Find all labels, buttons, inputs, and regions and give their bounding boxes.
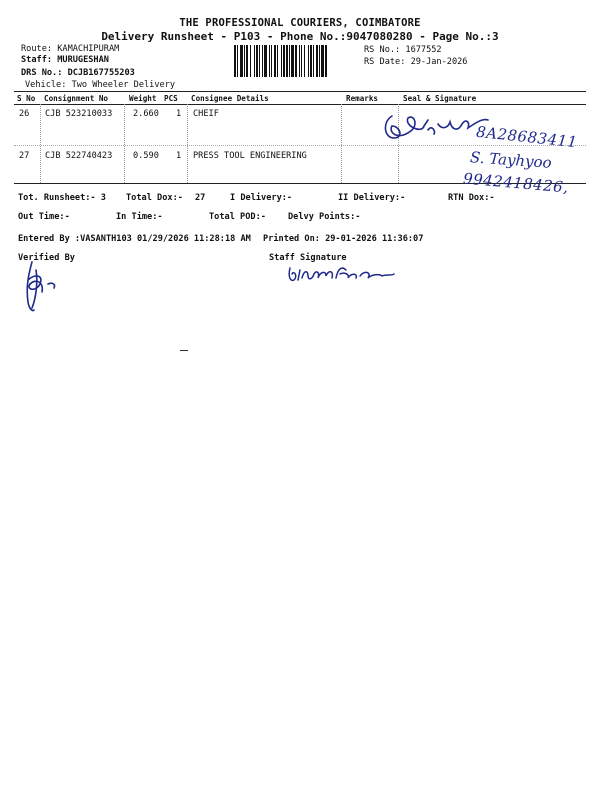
delvy-points: Delvy Points:- bbox=[288, 212, 361, 222]
col-divider bbox=[40, 104, 41, 183]
tot-runsheet: Tot. Runsheet:- 3 bbox=[18, 193, 106, 203]
total-dox-value: 27 bbox=[195, 193, 206, 203]
rs-number: RS No.: 1677552 bbox=[364, 45, 442, 55]
col-consignment: Consignment No bbox=[44, 94, 109, 103]
row-consignment: CJB 523210033 bbox=[45, 109, 113, 119]
i-delivery: I Delivery:- bbox=[230, 193, 293, 203]
col-pcs: PCS bbox=[164, 94, 178, 103]
barcode bbox=[234, 45, 360, 77]
col-divider bbox=[341, 104, 342, 183]
table-top-rule bbox=[14, 91, 586, 92]
total-pod: Total POD:- bbox=[209, 212, 266, 222]
out-time: Out Time:- bbox=[18, 212, 70, 222]
route-text: Route: KAMACHIPURAM bbox=[21, 44, 120, 54]
barcode-bar bbox=[264, 45, 267, 77]
barcode-bar bbox=[277, 45, 278, 77]
row-pcs: 1 bbox=[176, 151, 182, 161]
barcode-bar bbox=[234, 45, 236, 77]
table-header-rule bbox=[14, 104, 586, 105]
barcode-bar bbox=[313, 45, 314, 77]
rs-date: RS Date: 29-Jan-2026 bbox=[364, 57, 468, 67]
barcode-bar bbox=[246, 45, 248, 77]
barcode-bar bbox=[274, 45, 276, 77]
staff-signature-label: Staff Signature bbox=[269, 253, 347, 263]
col-divider bbox=[124, 104, 125, 183]
row-divider bbox=[14, 145, 586, 146]
staff-signature bbox=[286, 262, 398, 286]
barcode-bar bbox=[319, 45, 320, 77]
col-seal-signature: Seal & Signature bbox=[403, 94, 477, 103]
staff-text: Staff: MURUGESHAN bbox=[21, 55, 109, 65]
handwritten-phone-1: 8A28683411 bbox=[475, 122, 579, 152]
barcode-bar bbox=[321, 45, 324, 77]
verifier-signature bbox=[18, 258, 68, 316]
barcode-bar bbox=[244, 45, 245, 77]
row-pcs: 1 bbox=[176, 109, 182, 119]
barcode-bar bbox=[283, 45, 285, 77]
vehicle-text: Vehicle: Two Wheeler Delivery bbox=[25, 80, 176, 90]
col-remarks: Remarks bbox=[346, 94, 379, 103]
company-title: THE PROFESSIONAL COURIERS, COIMBATORE bbox=[179, 17, 421, 29]
row-consignment: CJB 522740423 bbox=[45, 151, 113, 161]
row-sno: 26 bbox=[19, 109, 30, 119]
barcode-bar bbox=[299, 45, 300, 77]
barcode-bar bbox=[286, 45, 288, 77]
barcode-bar bbox=[289, 45, 290, 77]
barcode-bar bbox=[269, 45, 270, 77]
row-weight: 0.590 bbox=[133, 151, 159, 161]
col-sno: S No bbox=[17, 94, 36, 103]
row-weight: 2.660 bbox=[133, 109, 159, 119]
barcode-bar bbox=[316, 45, 318, 77]
rtn-dox: RTN Dox:- bbox=[448, 193, 495, 203]
row-consignee: CHEIF bbox=[193, 109, 219, 119]
ii-delivery: II Delivery:- bbox=[338, 193, 406, 203]
barcode-bar bbox=[254, 45, 255, 77]
verified-by-label: Verified By bbox=[18, 253, 75, 263]
barcode-bar bbox=[291, 45, 294, 77]
runsheet-heading: Delivery Runsheet - P103 - Phone No.:9047080280 - Page No.:3 bbox=[101, 30, 499, 43]
barcode-bar bbox=[240, 45, 243, 77]
row-consignee: PRESS TOOL ENGINEERING bbox=[193, 151, 307, 161]
col-consignee: Consignee Details bbox=[191, 94, 269, 103]
handwritten-name: S. Tayhyoo bbox=[469, 148, 553, 172]
in-time: In Time:- bbox=[116, 212, 163, 222]
barcode-bar bbox=[310, 45, 312, 77]
barcode-bar bbox=[271, 45, 272, 77]
barcode-bar bbox=[304, 45, 305, 77]
barcode-bar bbox=[256, 45, 258, 77]
handwritten-phone-2: 9942418426, bbox=[462, 169, 570, 197]
barcode-bar bbox=[308, 45, 309, 77]
barcode-bar bbox=[259, 45, 260, 77]
barcode-bar bbox=[325, 45, 327, 77]
barcode-bar bbox=[281, 45, 282, 77]
col-weight: Weight bbox=[129, 94, 157, 103]
barcode-bar bbox=[301, 45, 302, 77]
total-dox-label: Total Dox:- bbox=[126, 193, 183, 203]
printed-on: Printed On: 29-01-2026 11:36:07 bbox=[263, 234, 424, 244]
stray-mark bbox=[180, 350, 188, 351]
col-divider bbox=[187, 104, 188, 183]
barcode-bar bbox=[237, 45, 238, 77]
entered-by: Entered By :VASANTH103 01/29/2026 11:28:18 AM bbox=[18, 234, 251, 244]
barcode-bar bbox=[295, 45, 297, 77]
barcode-bar bbox=[250, 45, 251, 77]
barcode-bar bbox=[262, 45, 263, 77]
drs-number: DRS No.: DCJB167755203 bbox=[21, 68, 135, 78]
row-sno: 27 bbox=[19, 151, 30, 161]
